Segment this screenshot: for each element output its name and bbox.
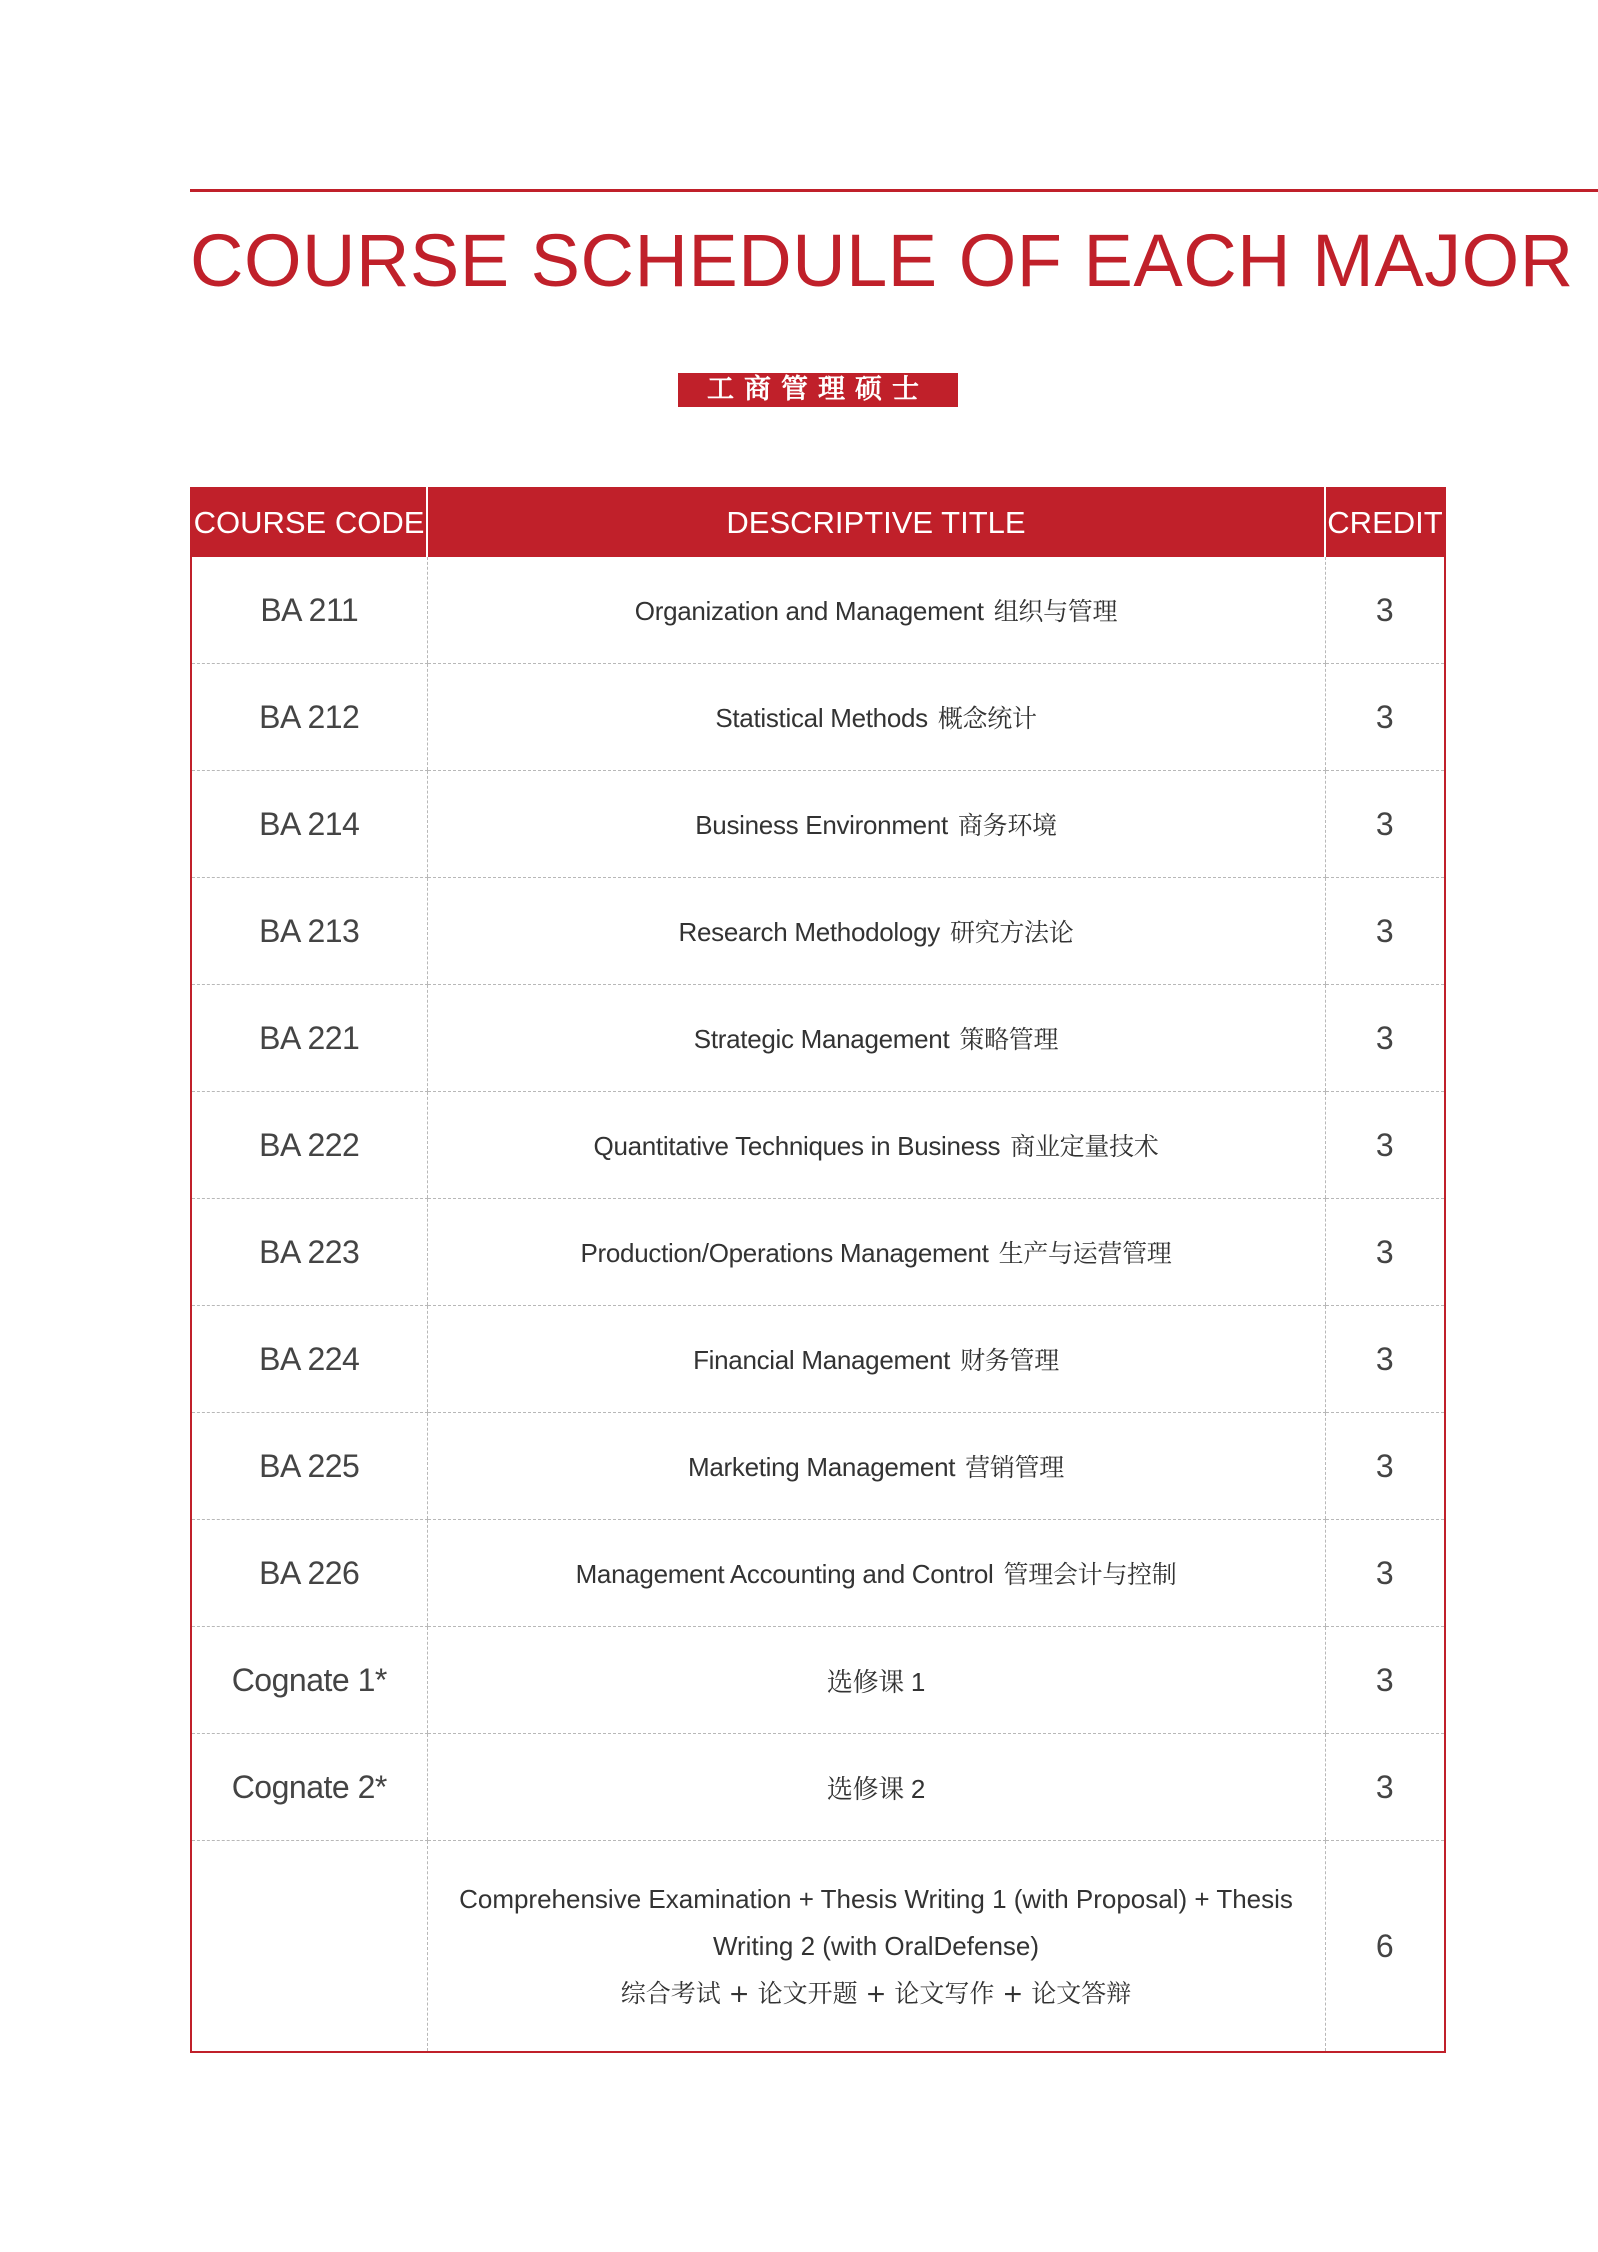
top-rule: [190, 189, 1598, 192]
course-title-zh: 组织与管理: [993, 597, 1118, 626]
table-row: [191, 1199, 1445, 1306]
course-title-zh: 选修课 1: [826, 1666, 926, 1697]
course-code: BA 222: [191, 1092, 427, 1199]
course-title-zh: 选修课 2: [826, 1773, 926, 1804]
course-code: BA 226: [191, 1520, 427, 1627]
course-credit: 3: [1325, 878, 1445, 985]
course-credit: 3: [1325, 1627, 1445, 1734]
table-row-final: [191, 1841, 1445, 2053]
course-title-en: Research Methodology: [678, 917, 940, 947]
course-credit: 6: [1325, 1841, 1445, 2053]
table-row: [191, 1520, 1445, 1627]
table-row: [191, 1413, 1445, 1520]
column-header-course-code: COURSE CODE: [191, 488, 427, 557]
course-credit: 3: [1325, 985, 1445, 1092]
course-title: [427, 1627, 1325, 1734]
course-title-en-line1: Comprehensive Examination + Thesis Writing 1 (with Proposal) + Thesis: [459, 1883, 1293, 1914]
column-header-descriptive-title: DESCRIPTIVE TITLE: [427, 488, 1325, 557]
course-code: BA 221: [191, 985, 427, 1092]
course-title: [427, 1734, 1325, 1841]
table-row: [191, 1627, 1445, 1734]
course-title: [427, 664, 1325, 771]
course-table: [190, 487, 1446, 2053]
course-credit: 3: [1325, 1520, 1445, 1627]
course-title-zh: 商务环境: [957, 811, 1057, 840]
course-credit: 3: [1325, 771, 1445, 878]
course-title-en: Business Environment: [695, 810, 948, 840]
page-title: COURSE SCHEDULE OF EACH MAJOR: [190, 219, 1574, 302]
table-row: [191, 1092, 1445, 1199]
course-credit: 3: [1325, 1306, 1445, 1413]
course-title-zh: 策略管理: [959, 1025, 1059, 1054]
course-code: Cognate 2*: [191, 1734, 427, 1841]
course-credit: 3: [1325, 1734, 1445, 1841]
course-title-en: Management Accounting and Control: [575, 1559, 994, 1589]
table-row: [191, 557, 1445, 664]
course-title-zh: 研究方法论: [949, 918, 1074, 947]
course-title-zh: 商业定量技术: [1010, 1132, 1159, 1161]
course-title: [427, 1520, 1325, 1627]
course-code: BA 214: [191, 771, 427, 878]
course-title: [427, 985, 1325, 1092]
course-credit: 3: [1325, 1413, 1445, 1520]
course-title-en: Production/Operations Management: [580, 1238, 989, 1268]
table-row: [191, 1734, 1445, 1841]
course-code: [191, 1841, 427, 2053]
course-code: BA 223: [191, 1199, 427, 1306]
column-header-credit: CREDIT: [1325, 488, 1445, 557]
course-title-en: Statistical Methods: [715, 703, 928, 733]
table-row: [191, 771, 1445, 878]
table-row: [191, 664, 1445, 771]
course-code: BA 213: [191, 878, 427, 985]
course-code: BA 211: [191, 557, 427, 664]
course-title-zh: 管理会计与控制: [1003, 1560, 1177, 1589]
course-credit: 3: [1325, 557, 1445, 664]
course-title: [427, 771, 1325, 878]
course-title: [427, 1841, 1325, 2053]
course-code: BA 225: [191, 1413, 427, 1520]
course-title-zh: 营销管理: [965, 1453, 1064, 1482]
course-code: BA 224: [191, 1306, 427, 1413]
course-title: [427, 878, 1325, 985]
course-credit: 3: [1325, 664, 1445, 771]
table-row: [191, 1306, 1445, 1413]
course-code: BA 212: [191, 664, 427, 771]
course-title: [427, 1413, 1325, 1520]
course-title: [427, 1199, 1325, 1306]
course-title: [427, 1092, 1325, 1199]
program-badge: 工商管理硕士: [678, 373, 958, 407]
course-title-en: Strategic Management: [693, 1024, 950, 1054]
course-title-en: Financial Management: [693, 1345, 951, 1375]
table-row: [191, 985, 1445, 1092]
course-code: Cognate 1*: [191, 1627, 427, 1734]
course-title: [427, 557, 1325, 664]
course-title-zh: 概念统计: [937, 704, 1037, 733]
table-header-row: [191, 488, 1445, 557]
course-title-en: Organization and Management: [634, 596, 984, 626]
course-credit: 3: [1325, 1092, 1445, 1199]
course-title-zh: 财务管理: [960, 1346, 1059, 1375]
course-credit: 3: [1325, 1199, 1445, 1306]
course-title-en: Marketing Management: [688, 1452, 956, 1482]
course-title: [427, 1306, 1325, 1413]
course-title-zh: 生产与运营管理: [998, 1239, 1172, 1268]
course-title-zh: 综合考试 + 论文开题 + 论文写作 + 论文答辩: [620, 1978, 1132, 2008]
course-title-en: Quantitative Techniques in Business: [593, 1131, 1001, 1161]
course-title-en-line2: Writing 2 (with OralDefense): [712, 1930, 1040, 1961]
table-row: [191, 878, 1445, 985]
